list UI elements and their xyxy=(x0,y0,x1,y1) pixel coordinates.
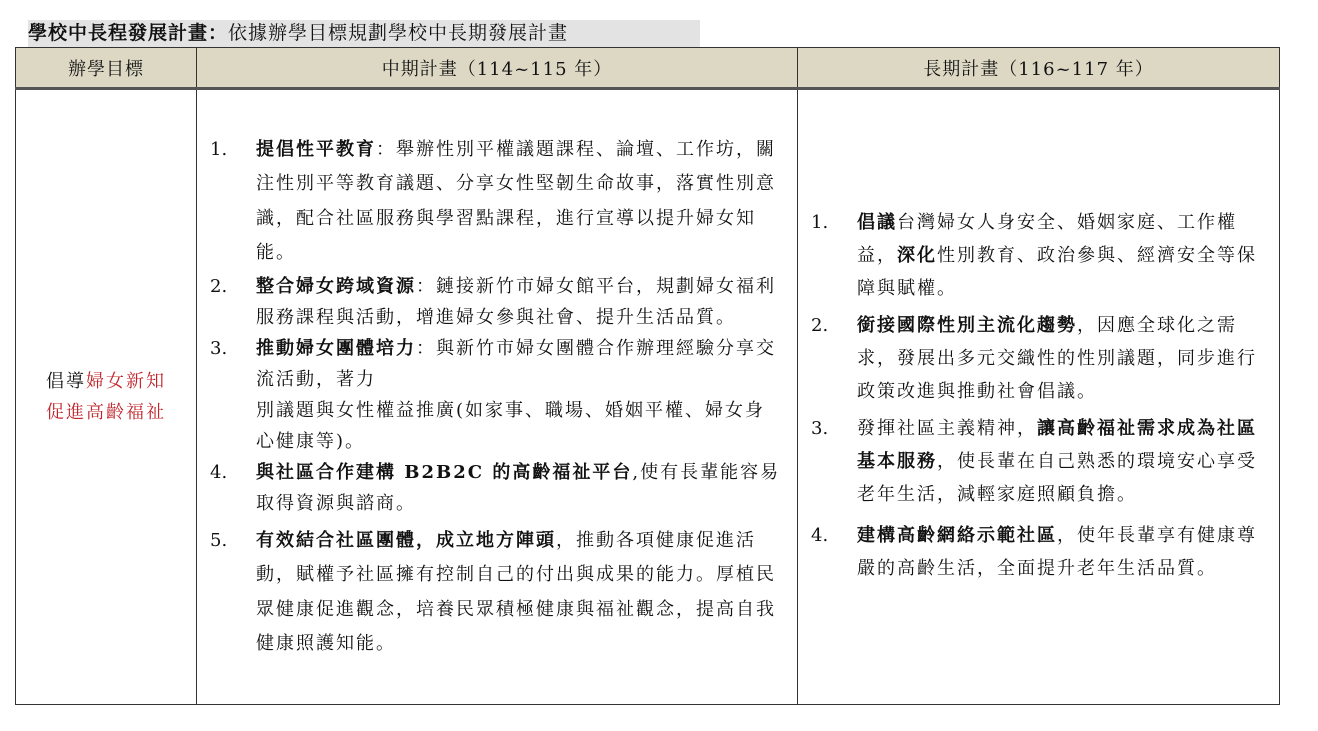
item-bold: 倡議 xyxy=(857,211,897,233)
item-heading: 與社區合作建構 B2B2C 的高齡福祉平台 xyxy=(256,461,633,483)
item-number: 4. xyxy=(811,524,829,546)
item-text: 發揮社區主義精神， xyxy=(857,417,1037,439)
title-bold: 學校中長程發展計畫： xyxy=(28,22,229,44)
header-row xyxy=(16,48,1280,89)
item-number: 3. xyxy=(210,337,228,359)
list-item xyxy=(811,519,1266,585)
mid-term-cell xyxy=(197,89,798,705)
list-item xyxy=(210,133,784,271)
item-bold: 銜接國際性別主流化趨勢 xyxy=(857,314,1077,336)
item-text: ,使有長輩能容易取得資源與諮商。 xyxy=(256,461,781,514)
table-row xyxy=(16,89,1280,705)
item-text: ：鏈接新竹市婦女館平台，規劃婦女福利服務課程與活動，增進婦女參與社會、提升生活品質。 xyxy=(256,275,776,328)
item-text: ：與新竹市婦女團體合作辦理經驗分享交流活動，著力 xyxy=(256,337,776,390)
item-number: 2. xyxy=(811,314,829,336)
item-number: 2. xyxy=(210,275,228,297)
goal-highlight-1: 婦女新知 xyxy=(86,371,166,392)
item-heading: 提倡性平教育 xyxy=(256,138,376,160)
item-bold: 深化 xyxy=(897,244,937,266)
item-heading: 推動婦女團體培力 xyxy=(256,337,416,359)
item-number: 5. xyxy=(210,529,228,551)
list-item xyxy=(210,457,784,519)
item-text: ，使長輩在自己熟悉的環境安心享受老年生活，減輕家庭照顧負擔。 xyxy=(857,450,1257,505)
item-text: 性別教育、政治參與、經濟安全等保障與賦權。 xyxy=(857,244,1257,299)
item-text: ，因應全球化之需求，發展出多元交織性的性別議題，同步進行政策改進與推動社會倡議。 xyxy=(857,314,1257,402)
list-item xyxy=(210,271,784,333)
document-title xyxy=(28,20,700,47)
list-item xyxy=(210,333,784,457)
header-mid-term: 中期計畫（114~115 年） xyxy=(197,48,798,89)
item-number: 4. xyxy=(210,461,228,483)
header-long-term: 長期計畫（116~117 年） xyxy=(798,48,1280,89)
list-item xyxy=(811,309,1266,408)
item-number: 1. xyxy=(811,211,829,233)
item-number: 3. xyxy=(811,417,829,439)
item-heading: 整合婦女跨域資源 xyxy=(256,275,416,297)
item-bold: 讓高齡福祉需求成為社區基本服務 xyxy=(857,417,1257,472)
mid-term-list xyxy=(198,133,796,662)
long-term-list xyxy=(799,206,1278,585)
goal-highlight-2: 促進高齡福祉 xyxy=(46,402,166,423)
item-heading: 有效結合社區團體，成立地方陣頭 xyxy=(256,529,556,551)
list-item xyxy=(811,206,1266,305)
item-number: 1. xyxy=(210,138,228,160)
header-goal: 辦學目標 xyxy=(16,48,197,89)
item-text-continued: 別議題與女性權益推廣(如家事、職場、婚姻平權、婦女身心健康等)。 xyxy=(256,399,766,452)
item-text: ：舉辦性別平權議題課程、論壇、工作坊，關注性別平等教育議題、分享女性堅韌生命故事，落實性別意識，配合社區服務與學習點課程，進行宣導以提升婦女知能。 xyxy=(256,138,776,263)
list-item xyxy=(210,524,784,662)
item-bold: 建構高齡網絡示範社區 xyxy=(857,524,1057,546)
goal-cell xyxy=(16,89,197,705)
item-text: ，推動各項健康促進活動，賦權予社區擁有控制自己的付出與成果的能力。厚植民眾健康促進觀念，培養民眾積極健康與福祉觀念，提高自我健康照護知能。 xyxy=(256,529,776,654)
goal-prefix: 倡導 xyxy=(46,371,86,392)
title-rest: 依據辦學目標規劃學校中長期發展計畫 xyxy=(228,22,569,44)
list-item xyxy=(811,412,1266,511)
development-plan-table xyxy=(15,47,1280,705)
item-text: ，使年長輩享有健康尊嚴的高齡生活，全面提升老年生活品質。 xyxy=(857,524,1257,579)
long-term-cell xyxy=(798,89,1280,705)
item-text: 台灣婦女人身安全、婚姻家庭、工作權益， xyxy=(857,211,1237,266)
